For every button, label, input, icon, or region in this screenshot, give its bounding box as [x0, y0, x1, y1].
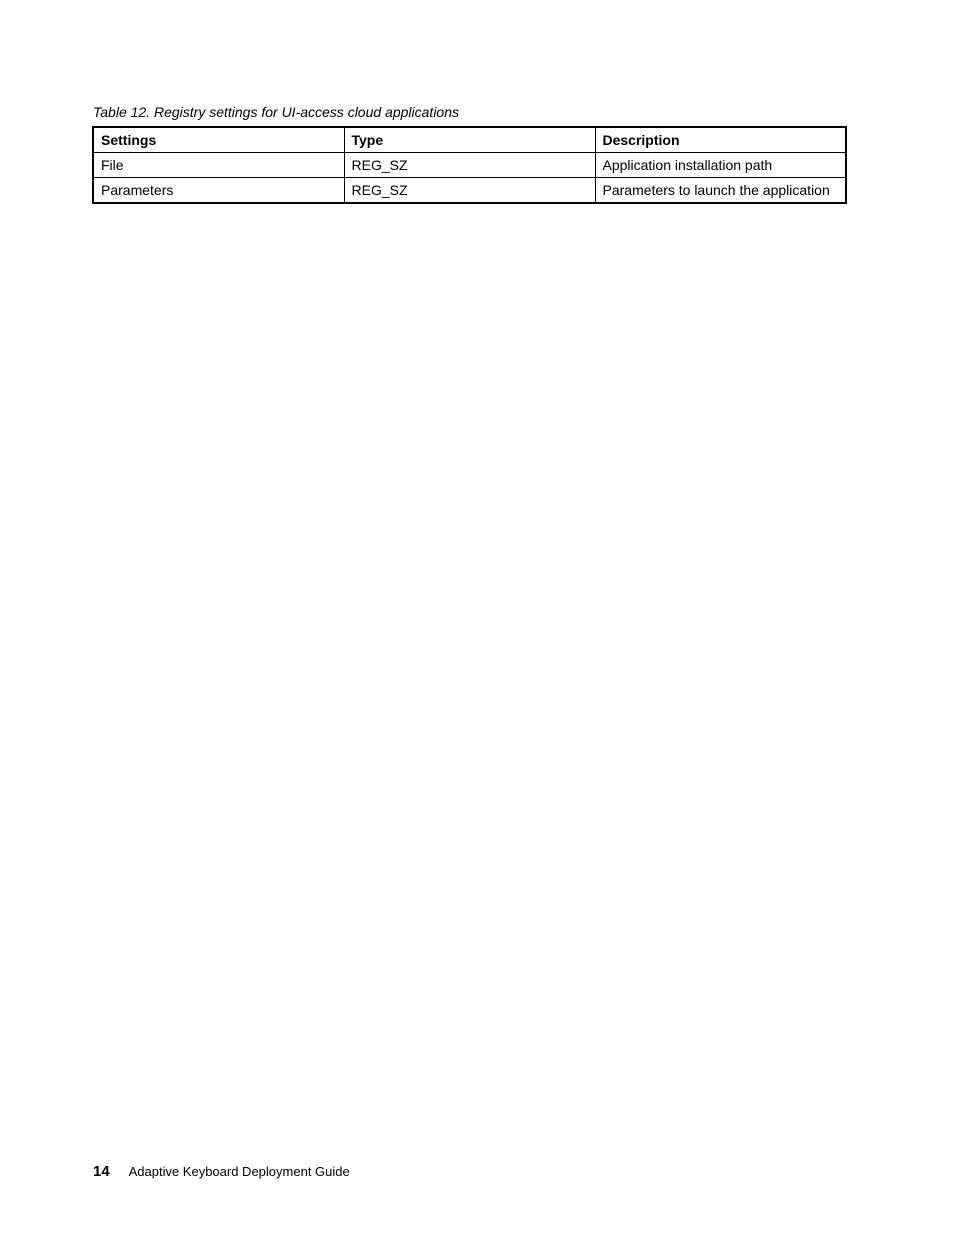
cell-setting: File [93, 153, 344, 178]
column-header-type: Type [344, 127, 595, 153]
table-header-row [93, 127, 846, 153]
cell-type: REG_SZ [344, 178, 595, 204]
column-header-description: Description [595, 127, 846, 153]
registry-settings-table [92, 126, 847, 204]
page-footer [93, 1163, 350, 1181]
table-row [93, 178, 846, 204]
cell-description: Parameters to launch the application [595, 178, 846, 204]
column-header-settings: Settings [93, 127, 344, 153]
cell-description: Application installation path [595, 153, 846, 178]
table-caption: Table 12. Registry settings for UI-access cloud applications [93, 104, 459, 120]
cell-setting: Parameters [93, 178, 344, 204]
cell-type: REG_SZ [344, 153, 595, 178]
page-number: 14 [93, 1163, 110, 1180]
table-row [93, 153, 846, 178]
document-title: Adaptive Keyboard Deployment Guide [128, 1164, 350, 1179]
